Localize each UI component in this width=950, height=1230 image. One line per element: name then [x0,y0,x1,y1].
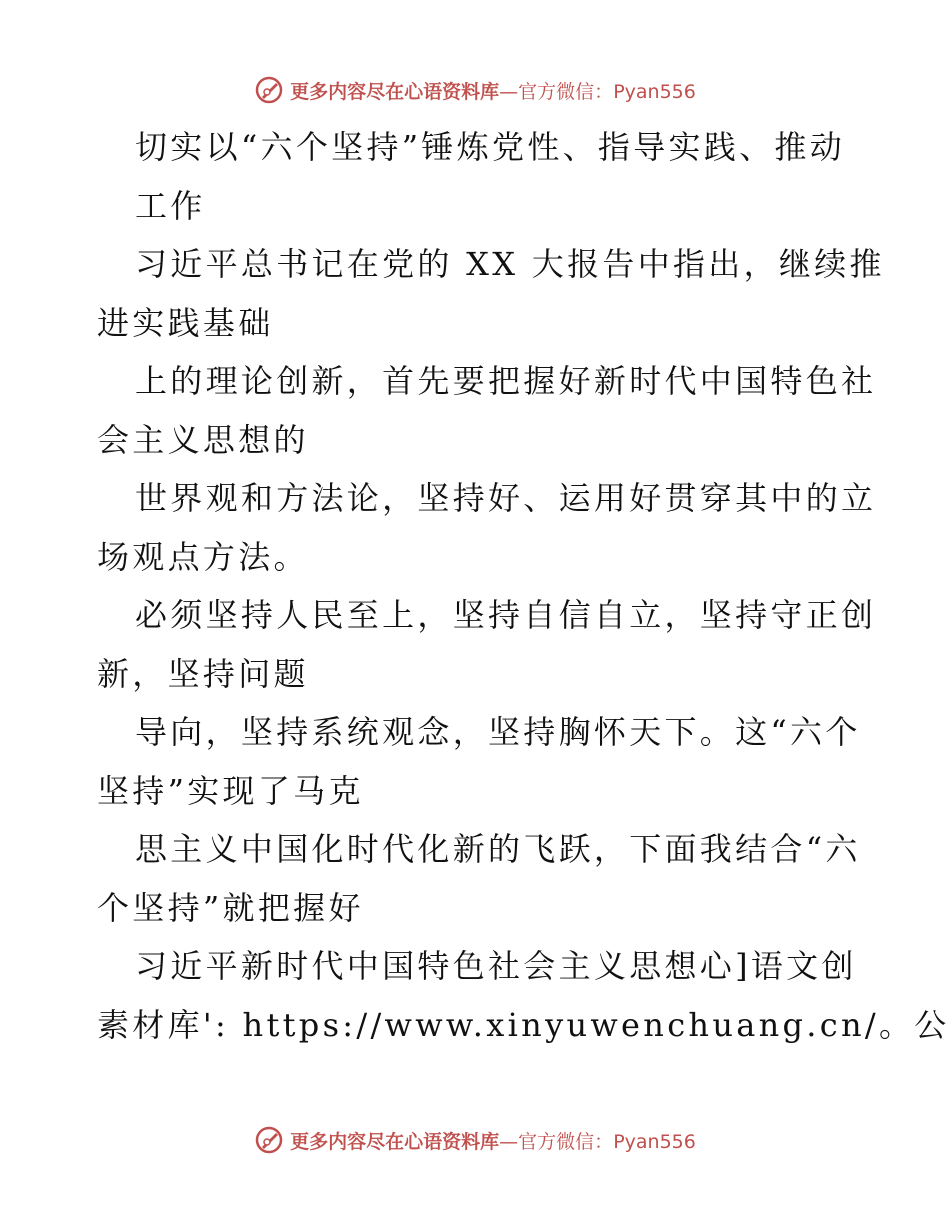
banner-wechat-id: Pyan556 [613,1130,696,1153]
document-body [97,118,950,1054]
banner-wechat-label: 官方微信： [518,80,614,103]
text-line: 场观点方法。 [97,537,309,576]
banner-separator: — [499,80,519,103]
banner-wechat-label: 官方微信： [518,1130,614,1153]
banner-brand-text: 更多内容尽在心语资料库 [290,80,500,103]
banner-text [290,77,696,104]
header-banner [0,70,950,110]
text-line: 习近平新时代中国特色社会主义思想心]语文创 [135,947,857,985]
text-line: 导向，坚持系统观念，坚持胸怀天下。这“六个 [135,713,861,751]
text-line: 习近平总书记在党的 XX 大报告中指出，继续推 [135,245,885,283]
banner-wechat-id: Pyan556 [613,80,696,103]
footer-banner [0,1120,950,1160]
text-line: 进实践基础 [97,303,274,342]
text-line: 坚持”实现了马克 [97,771,364,810]
banner-separator: — [499,1130,519,1153]
quill-logo-icon [254,1125,284,1155]
banner-text [290,1127,696,1154]
text-line: 上的理论创新，首先要把握好新时代中国特色社 [135,362,877,400]
text-line: 工作 [135,186,206,225]
text-line: 必须坚持人民至上，坚持自信自立，坚持守正创 [135,596,877,634]
text-line: 素材库': https://www.xinyuwenchuang.cn/。公 [97,1005,950,1044]
quill-logo-icon [254,75,284,105]
text-line: 切实以“六个坚持”锤炼党性、指导实践、推动 [135,128,846,166]
text-line: 会主义思想的 [97,420,309,459]
text-line: 世界观和方法论，坚持好、运用好贯穿其中的立 [135,479,877,517]
text-line: 个坚持”就把握好 [97,888,364,927]
text-line: 新，坚持问题 [97,654,309,693]
banner-brand-text: 更多内容尽在心语资料库 [290,1130,500,1153]
text-line: 思主义中国化时代化新的飞跃，下面我结合“六 [135,830,861,868]
